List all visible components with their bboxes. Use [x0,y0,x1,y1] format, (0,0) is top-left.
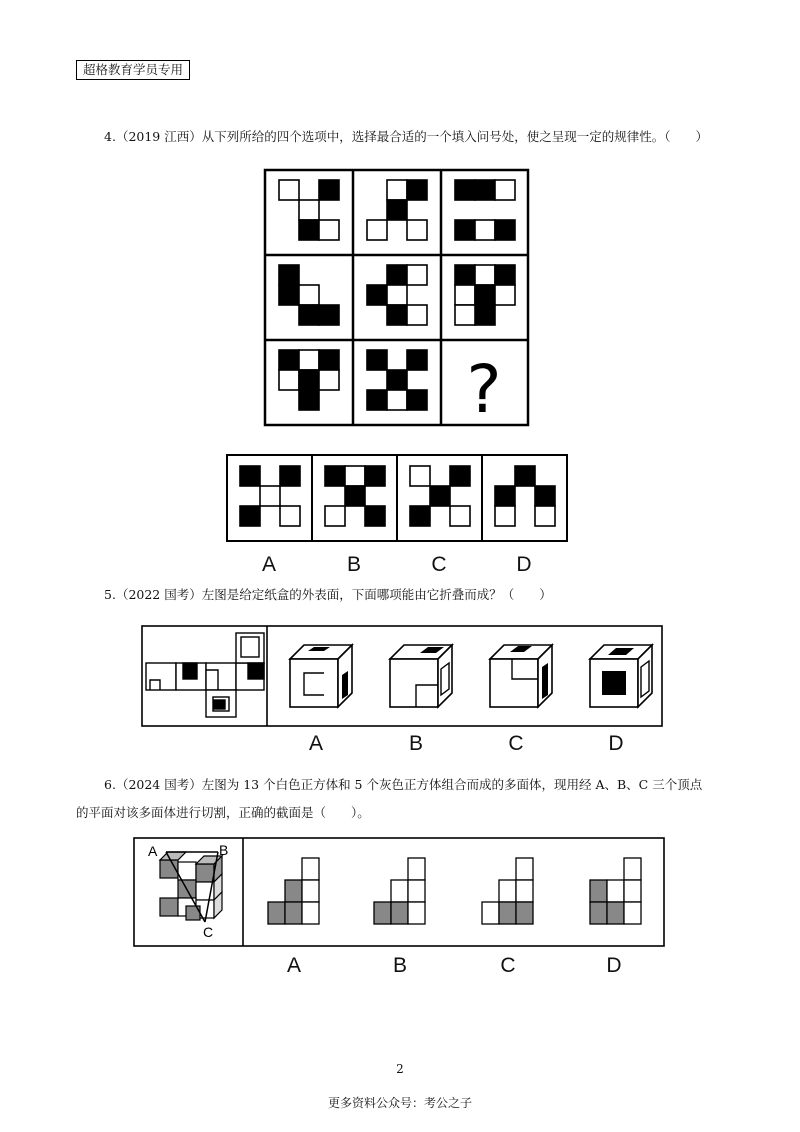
section-cell [499,880,516,902]
section-cell [607,880,624,902]
pattern-cell [475,220,495,240]
grid-figure-3 [455,180,515,240]
pattern-cell [319,220,339,240]
page-number: 2 [396,1062,404,1076]
section-cell [391,880,408,902]
question-5-body: （2022 国考）左图是给定纸盒的外表面，下面哪项能由它折叠而成？（ ） [115,587,552,602]
pattern-cell [455,265,475,285]
section-cell [607,902,624,924]
pattern-cell [410,506,430,526]
pattern-cell [455,305,475,325]
pattern-cell [325,506,345,526]
pattern-cell [410,466,430,486]
pattern-cell [367,390,387,410]
pattern-cell [387,285,407,305]
pattern-cell [319,305,339,325]
question-6-text-line2: 的平面对该多面体进行切割，正确的截面是（ ）。 [76,805,370,820]
q5-option-d-label: D [608,732,624,755]
question-4-number: 4. [104,129,116,144]
pattern-cell [325,466,345,486]
section-cell [590,880,607,902]
pattern-cell [407,220,427,240]
pattern-cell [407,305,427,325]
pattern-cell [299,285,319,305]
pattern-cell [365,506,385,526]
q6-section-figure-3 [482,858,533,924]
pattern-cell [387,180,407,200]
vertex-label-c: C [203,924,214,940]
q4-option-figure-3 [410,466,470,526]
section-cell [624,858,641,880]
pattern-cell [495,180,515,200]
pattern-cell [495,220,515,240]
q4-option-b-label: B [346,553,361,576]
footer-text: 更多资料公众号：考公之子 [327,1096,472,1110]
pattern-cell [535,486,555,506]
section-cell [408,858,425,880]
grid-figure-2 [367,180,427,240]
pattern-cell [240,466,260,486]
cube-mark [602,671,626,695]
grid-figure-7 [279,350,339,410]
section-cell [408,880,425,902]
q5-option-a-label: A [308,732,323,755]
pattern-cell [387,200,407,220]
vertex-label-a: A [148,843,158,859]
question-6-number: 6. [104,777,116,792]
section-cell [516,902,533,924]
grid-figure-8 [367,350,427,410]
box-net [146,633,264,717]
pattern-cell [495,506,515,526]
cube-front [390,659,438,707]
section-cell [391,902,408,924]
pattern-cell [455,180,475,200]
pattern-cell [407,350,427,370]
q6-option-c-label: C [500,954,516,977]
section-cell [302,902,319,924]
pattern-cell [319,370,339,390]
section-cell [302,858,319,880]
pattern-cell [319,350,339,370]
question-5-cubes [290,645,652,707]
question-6-body-1: （2024 国考）左图为 13 个白色正方体和 5 个灰色正方体组合而成的多面体，现用经 A、B、C 三个顶点 [115,777,703,792]
pattern-cell [279,350,299,370]
pattern-cell [455,285,475,305]
question-6-text-line1 [104,776,702,794]
pattern-cell [475,285,495,305]
pattern-cell [279,370,299,390]
pattern-cell [495,265,515,285]
header-tag: 超格教育学员专用 [76,60,190,80]
question-5-text [104,586,552,604]
q6-option-a-label: A [286,954,301,977]
question-4-body: （2019 江西）从下列所给的四个选项中，选择最合适的一个填入问号处，使之呈现一定的规律性。（ ） [115,129,708,144]
q6-section-figure-1 [268,858,319,924]
grid-figure-5 [367,265,427,325]
section-cell [285,880,302,902]
cube-c [490,645,552,707]
pattern-cell [367,220,387,240]
cube-mark [542,663,548,699]
pattern-cell [299,305,319,325]
pattern-cell [407,180,427,200]
pattern-cell [345,486,365,506]
section-cell [624,880,641,902]
pattern-cell [495,285,515,305]
pattern-cell [319,180,339,200]
cube-front [490,659,538,707]
pattern-cell [475,265,495,285]
q4-option-figure-1 [240,466,300,526]
question-mark: ? [466,351,502,428]
pattern-cell [450,506,470,526]
question-6-sections [268,858,641,924]
section-cell [516,880,533,902]
pattern-cell [279,265,299,285]
pattern-cell [387,390,407,410]
q5-option-c-label: C [508,732,524,755]
pattern-cell [407,265,427,285]
question-5-number: 5. [104,587,116,602]
pattern-cell [280,466,300,486]
q6-section-figure-4 [590,858,641,924]
pattern-cell [365,466,385,486]
grid-figure-1 [279,180,339,240]
cube-d [590,645,652,707]
pattern-cell [387,305,407,325]
pattern-cell [367,285,387,305]
pattern-cell [535,506,555,526]
pattern-cell [407,390,427,410]
section-cell [482,902,499,924]
cube-b [390,645,452,707]
pattern-cell [299,200,319,220]
pattern-cell [299,370,319,390]
pattern-cell [387,370,407,390]
pattern-cell [475,305,495,325]
vertex-label-b: B [219,842,229,858]
q6-option-b-label: B [392,954,407,977]
polycube [160,852,222,922]
pattern-cell [495,486,515,506]
grid-figure-4 [279,265,339,325]
section-cell [374,902,391,924]
q4-option-figure-2 [325,466,385,526]
q4-option-c-label: C [431,553,447,576]
q6-option-d-label: D [606,954,622,977]
section-cell [624,902,641,924]
pattern-cell [345,466,365,486]
q4-option-a-label: A [261,553,276,576]
section-cell [499,902,516,924]
section-cell [268,902,285,924]
cube-front [290,659,338,707]
pattern-cell [279,285,299,305]
q5-option-b-label: B [408,732,423,755]
cube-a [290,645,352,707]
q6-section-figure-2 [374,858,425,924]
pattern-cell [299,220,319,240]
pattern-cell [455,220,475,240]
section-cell [408,902,425,924]
cube-mark [342,671,348,699]
pattern-cell [299,390,319,410]
pattern-cell [430,486,450,506]
section-cell [516,858,533,880]
q4-option-d-label: D [516,553,532,576]
pattern-cell [515,466,535,486]
section-cell [285,902,302,924]
pattern-cell [280,506,300,526]
pattern-cell [387,265,407,285]
q4-option-figure-4 [495,466,555,526]
pattern-cell [260,486,280,506]
section-cell [590,902,607,924]
section-cell [302,880,319,902]
grid-figure-6 [455,265,515,325]
pattern-cell [367,350,387,370]
pattern-cell [240,506,260,526]
pattern-cell [450,466,470,486]
pattern-cell [475,180,495,200]
pattern-cell [299,350,319,370]
pattern-cell [279,180,299,200]
